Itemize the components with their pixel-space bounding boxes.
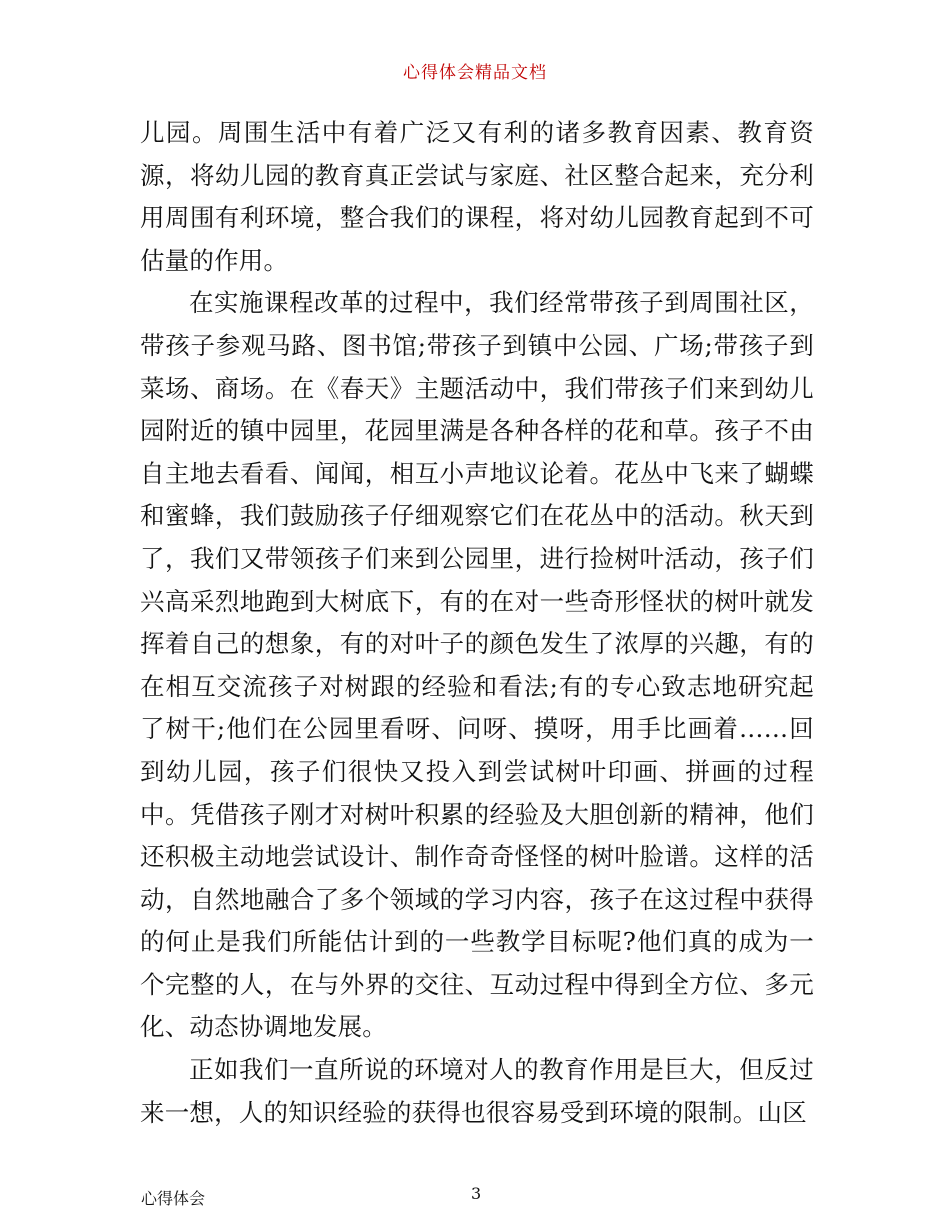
paragraph-environment: 正如我们一直所说的环境对人的教育作用是巨大，但反过来一想，人的知识经验的获得也很容易受到环境的限制。山区 [140, 1055, 814, 1127]
document-header-title: 心得体会精品文档 [403, 63, 547, 83]
footer-label: 心得体会 [141, 1189, 206, 1208]
document-body [140, 112, 814, 1134]
paragraph-continuation: 儿园。周围生活中有着广泛又有利的诸多教育因素、教育资源，将幼儿园的教育真正尝试与家庭、社区整合起来，充分利用周围有利环境，整合我们的课程，将对幼儿园教育起到不可估量的作用。 [140, 118, 814, 275]
paragraph-course-reform: 在实施课程改革的过程中，我们经常带孩子到周围社区，带孩子参观马路、图书馆;带孩子到镇中公园、广场;带孩子到菜场、商场。在《春天》主题活动中，我们带孩子们来到幼儿园附近的镇中园里，花园里满是各种各样的花和草。孩子不由自主地去看看、闻闻，相互小声地议论着。花丛中飞来了蝴蝶和蜜蜂，我们鼓励孩子仔细观察它们在花丛中的活动。秋天到了，我们又带领孩子们来到公园里，进行捡树叶活动，孩子们兴高采烈地跑到大树底下，有的在对一些奇形怪状的树叶就发挥着自己的想象，有的对叶子的颜色发生了浓厚的兴趣，有的在相互交流孩子对树跟的经验和看法;有的专心致志地研究起了树干;他们在公园里看呀、问呀、摸呀，用手比画着……回到幼儿园，孩子们很快又投入到尝试树叶印画、拼画的过程中。凭借孩子刚才对树叶积累的经验及大胆创新的精神，他们还积极主动地尝试设计、制作奇奇怪怪的树叶脸谱。这样的活动，自然地融合了多个领域的学习内容，孩子在这过程中获得的何止是我们所能估计到的一些教学目标呢?他们真的成为一个完整的人，在与外界的交往、互动过程中得到全方位、多元化、动态协调地发展。 [140, 288, 814, 1042]
page-number: 3 [471, 1184, 482, 1203]
